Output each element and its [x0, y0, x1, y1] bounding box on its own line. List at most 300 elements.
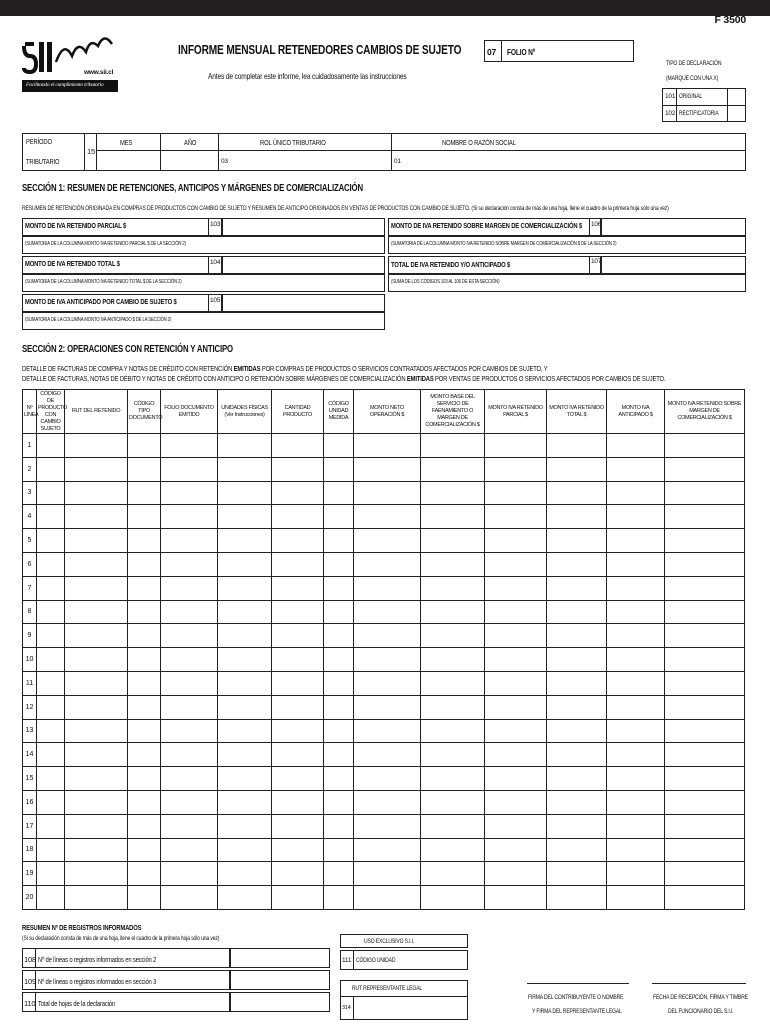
s1-104-field[interactable] — [222, 256, 385, 274]
table-cell[interactable] — [37, 767, 65, 791]
table-cell[interactable] — [161, 838, 218, 862]
table-cell[interactable] — [665, 790, 745, 814]
table-cell[interactable] — [128, 624, 161, 648]
table-cell[interactable] — [272, 481, 324, 505]
table-cell[interactable] — [354, 624, 421, 648]
table-cell[interactable] — [161, 814, 218, 838]
table-cell[interactable] — [665, 767, 745, 791]
table-cell[interactable] — [607, 671, 665, 695]
table-cell[interactable] — [421, 719, 485, 743]
table-cell[interactable] — [161, 719, 218, 743]
sii-use-label: CÓDIGO UNIDAD — [356, 957, 396, 964]
s1-107-field[interactable] — [601, 256, 746, 274]
table-cell[interactable] — [485, 624, 547, 648]
table-cell[interactable] — [485, 719, 547, 743]
table-cell[interactable] — [324, 576, 354, 600]
table-cell[interactable] — [547, 457, 607, 481]
table-cell[interactable] — [354, 600, 421, 624]
table-cell[interactable] — [218, 719, 272, 743]
table-cell[interactable] — [65, 814, 128, 838]
table-cell[interactable] — [218, 457, 272, 481]
table-cell[interactable] — [128, 790, 161, 814]
table-cell[interactable] — [161, 624, 218, 648]
table-cell[interactable] — [485, 457, 547, 481]
table-cell[interactable] — [161, 743, 218, 767]
table-cell[interactable] — [324, 600, 354, 624]
table-cell[interactable] — [665, 457, 745, 481]
table-cell[interactable] — [218, 576, 272, 600]
table-cell[interactable] — [547, 671, 607, 695]
table-cell[interactable] — [354, 648, 421, 672]
table-cell[interactable] — [324, 886, 354, 910]
table-cell[interactable] — [128, 838, 161, 862]
table-cell[interactable] — [65, 505, 128, 529]
table-cell[interactable] — [128, 434, 161, 458]
table-cell[interactable] — [547, 576, 607, 600]
table-cell[interactable] — [665, 552, 745, 576]
table-cell[interactable] — [485, 552, 547, 576]
rut-field[interactable] — [232, 151, 390, 170]
table-cell[interactable] — [37, 886, 65, 910]
table-cell[interactable] — [665, 648, 745, 672]
table-cell[interactable] — [161, 648, 218, 672]
table-cell[interactable] — [485, 862, 547, 886]
table-cell[interactable] — [218, 481, 272, 505]
s1-106-label: MONTO DE IVA RETENIDO SOBRE MARGEN DE COMERCIALIZACIÓN $ — [391, 221, 583, 230]
table-cell[interactable] — [607, 552, 665, 576]
table-cell[interactable] — [421, 576, 485, 600]
table-cell[interactable] — [161, 767, 218, 791]
table-cell[interactable] — [324, 743, 354, 767]
table-cell[interactable] — [421, 767, 485, 791]
table-cell[interactable] — [218, 624, 272, 648]
table-cell[interactable] — [607, 481, 665, 505]
table-cell[interactable] — [547, 790, 607, 814]
table-cell[interactable] — [354, 886, 421, 910]
table-row — [23, 838, 745, 862]
table-cell[interactable] — [161, 671, 218, 695]
table-cell[interactable] — [37, 457, 65, 481]
table-cell[interactable] — [607, 719, 665, 743]
summary-note: (Si su declaración consta de más de una hoja, llene el cuadro de la primera hoja sólo una vez) — [22, 935, 220, 942]
table-cell[interactable] — [324, 552, 354, 576]
table-cell[interactable] — [421, 671, 485, 695]
table-cell[interactable] — [421, 552, 485, 576]
table-cell[interactable] — [218, 434, 272, 458]
table-row — [23, 862, 745, 886]
table-cell[interactable] — [128, 529, 161, 553]
table-cell[interactable] — [665, 481, 745, 505]
table-cell[interactable] — [324, 457, 354, 481]
table-cell[interactable] — [665, 886, 745, 910]
table-cell[interactable] — [547, 886, 607, 910]
table-cell[interactable] — [272, 743, 324, 767]
table-cell[interactable] — [421, 648, 485, 672]
section2-line1: DETALLE DE FACTURAS DE COMPRA Y NOTAS DE CRÉDITO CON RETENCIÓN EMITIDAS POR COMPRAS DE PRODUCTOS O SERVICIOS CONTRATADOS AFECTADOS POR CAMBIOS DE SUJETO, Y — [22, 364, 548, 373]
table-cell[interactable] — [665, 814, 745, 838]
table-cell[interactable] — [128, 886, 161, 910]
table-cell[interactable] — [161, 552, 218, 576]
table-cell[interactable] — [607, 457, 665, 481]
table-cell[interactable] — [665, 719, 745, 743]
table-cell[interactable] — [65, 862, 128, 886]
table-cell[interactable] — [272, 505, 324, 529]
table-cell[interactable] — [272, 648, 324, 672]
table-cell[interactable] — [65, 624, 128, 648]
table-cell[interactable] — [128, 481, 161, 505]
table-cell[interactable] — [665, 529, 745, 553]
signature-line[interactable] — [527, 983, 629, 984]
table-cell[interactable] — [485, 671, 547, 695]
table-cell[interactable] — [128, 862, 161, 886]
table-cell[interactable] — [607, 767, 665, 791]
table-cell[interactable] — [354, 814, 421, 838]
table-cell[interactable] — [421, 481, 485, 505]
table-cell[interactable] — [128, 767, 161, 791]
row-number: 8 — [23, 600, 37, 624]
table-cell[interactable] — [218, 814, 272, 838]
table-cell[interactable] — [272, 695, 324, 719]
table-cell[interactable] — [607, 743, 665, 767]
table-cell[interactable] — [665, 434, 745, 458]
table-cell[interactable] — [421, 505, 485, 529]
table-cell[interactable] — [607, 434, 665, 458]
table-cell[interactable] — [128, 505, 161, 529]
table-cell[interactable] — [65, 576, 128, 600]
summary-108-label: Nº de líneas o registros informados en sección 2 — [38, 955, 157, 964]
signature-line1: FIRMA DEL CONTRIBUYENTE O NOMBRE — [528, 994, 624, 1001]
table-cell[interactable] — [547, 505, 607, 529]
table-cell[interactable] — [665, 505, 745, 529]
table-cell[interactable] — [218, 552, 272, 576]
table-cell[interactable] — [354, 767, 421, 791]
table-cell[interactable] — [65, 529, 128, 553]
summary-110-field[interactable] — [230, 992, 330, 1012]
table-cell[interactable] — [607, 862, 665, 886]
s1-107-code: 107 — [591, 258, 602, 265]
table-cell[interactable] — [485, 434, 547, 458]
table-cell[interactable] — [37, 790, 65, 814]
table-cell[interactable] — [272, 886, 324, 910]
table-cell[interactable] — [161, 457, 218, 481]
table-cell[interactable] — [324, 814, 354, 838]
table-cell[interactable] — [547, 767, 607, 791]
table-cell[interactable] — [421, 838, 485, 862]
table-cell[interactable] — [324, 862, 354, 886]
table-cell[interactable] — [37, 814, 65, 838]
table-cell[interactable] — [218, 886, 272, 910]
table-cell[interactable] — [218, 743, 272, 767]
table-cell[interactable] — [272, 790, 324, 814]
table-cell[interactable] — [161, 576, 218, 600]
table-cell[interactable] — [354, 743, 421, 767]
table-cell[interactable] — [324, 838, 354, 862]
s1-105-code: 105 — [210, 297, 221, 304]
table-cell[interactable] — [324, 648, 354, 672]
table-cell[interactable] — [421, 743, 485, 767]
table-cell[interactable] — [607, 505, 665, 529]
table-cell[interactable] — [547, 648, 607, 672]
table-cell[interactable] — [272, 624, 324, 648]
table-cell[interactable] — [421, 886, 485, 910]
table-cell[interactable] — [421, 624, 485, 648]
table-cell[interactable] — [324, 434, 354, 458]
row-number: 10 — [23, 648, 37, 672]
s1-104-label: MONTO DE IVA RETENIDO TOTAL $ — [25, 259, 120, 268]
table-cell[interactable] — [272, 576, 324, 600]
table-cell[interactable] — [65, 481, 128, 505]
table-cell[interactable] — [37, 505, 65, 529]
table-cell[interactable] — [547, 434, 607, 458]
table-cell[interactable] — [421, 457, 485, 481]
column-header: MONTO IVA RETENIDO PARCIAL $ — [485, 390, 547, 434]
table-cell[interactable] — [485, 743, 547, 767]
table-cell[interactable] — [65, 790, 128, 814]
table-cell[interactable] — [218, 529, 272, 553]
table-cell[interactable] — [665, 838, 745, 862]
table-cell[interactable] — [272, 814, 324, 838]
table-cell[interactable] — [272, 457, 324, 481]
table-cell[interactable] — [421, 434, 485, 458]
s1-106-field[interactable] — [601, 218, 746, 236]
table-cell[interactable] — [161, 695, 218, 719]
table-cell[interactable] — [37, 529, 65, 553]
table-cell[interactable] — [485, 838, 547, 862]
table-cell[interactable] — [324, 624, 354, 648]
table-cell[interactable] — [665, 671, 745, 695]
table-cell[interactable] — [37, 481, 65, 505]
reception-line[interactable] — [652, 983, 746, 984]
table-cell[interactable] — [37, 624, 65, 648]
table-cell[interactable] — [354, 671, 421, 695]
s1-105-field[interactable] — [222, 294, 385, 312]
summary-109-field[interactable] — [230, 970, 330, 990]
table-cell[interactable] — [607, 814, 665, 838]
table-cell[interactable] — [161, 529, 218, 553]
table-cell[interactable] — [272, 600, 324, 624]
table-cell[interactable] — [37, 434, 65, 458]
table-cell[interactable] — [161, 600, 218, 624]
table-cell[interactable] — [547, 600, 607, 624]
table-cell[interactable] — [354, 529, 421, 553]
table-cell[interactable] — [37, 695, 65, 719]
section2-title: SECCIÓN 2: OPERACIONES CON RETENCIÓN Y ANTICIPO — [22, 344, 233, 355]
table-cell[interactable] — [65, 838, 128, 862]
table-cell[interactable] — [272, 434, 324, 458]
table-cell[interactable] — [547, 695, 607, 719]
table-cell[interactable] — [324, 505, 354, 529]
table-cell[interactable] — [65, 695, 128, 719]
table-cell[interactable] — [128, 695, 161, 719]
table-cell[interactable] — [218, 862, 272, 886]
table-cell[interactable] — [65, 457, 128, 481]
table-cell[interactable] — [37, 862, 65, 886]
table-cell[interactable] — [128, 576, 161, 600]
table-cell[interactable] — [665, 624, 745, 648]
table-cell[interactable] — [485, 481, 547, 505]
table-cell[interactable] — [128, 671, 161, 695]
table-cell[interactable] — [37, 743, 65, 767]
table-cell[interactable] — [37, 576, 65, 600]
table-cell[interactable] — [218, 600, 272, 624]
table-cell[interactable] — [354, 505, 421, 529]
row-number: 7 — [23, 576, 37, 600]
table-cell[interactable] — [324, 529, 354, 553]
table-cell[interactable] — [128, 743, 161, 767]
table-cell[interactable] — [485, 886, 547, 910]
table-cell[interactable] — [485, 814, 547, 838]
table-cell[interactable] — [161, 505, 218, 529]
table-cell[interactable] — [421, 695, 485, 719]
table-cell[interactable] — [665, 862, 745, 886]
table-cell[interactable] — [354, 790, 421, 814]
table-cell[interactable] — [485, 695, 547, 719]
table-cell[interactable] — [607, 790, 665, 814]
table-cell[interactable] — [65, 552, 128, 576]
table-cell[interactable] — [607, 648, 665, 672]
table-cell[interactable] — [547, 624, 607, 648]
year-field[interactable] — [161, 151, 217, 170]
table-cell[interactable] — [161, 481, 218, 505]
table-cell[interactable] — [324, 481, 354, 505]
declaration-original-checkbox[interactable] — [728, 89, 745, 104]
table-cell[interactable] — [218, 695, 272, 719]
table-cell[interactable] — [665, 576, 745, 600]
table-cell[interactable] — [421, 529, 485, 553]
table-cell[interactable] — [354, 862, 421, 886]
name-field[interactable] — [405, 151, 745, 170]
table-cell[interactable] — [272, 862, 324, 886]
table-cell[interactable] — [485, 648, 547, 672]
table-cell[interactable] — [128, 457, 161, 481]
table-cell[interactable] — [665, 743, 745, 767]
table-cell[interactable] — [161, 434, 218, 458]
table-cell[interactable] — [485, 767, 547, 791]
declaration-rect-checkbox[interactable] — [728, 106, 745, 121]
table-cell[interactable] — [324, 695, 354, 719]
table-cell[interactable] — [607, 600, 665, 624]
table-cell[interactable] — [218, 767, 272, 791]
table-cell[interactable] — [218, 648, 272, 672]
table-cell[interactable] — [324, 671, 354, 695]
table-cell[interactable] — [324, 790, 354, 814]
legal-rep-code: 314 — [342, 1005, 351, 1011]
table-cell[interactable] — [354, 695, 421, 719]
name-label: NOMBRE O RAZÓN SOCIAL — [442, 138, 516, 147]
table-cell[interactable] — [421, 600, 485, 624]
table-cell[interactable] — [485, 790, 547, 814]
table-cell[interactable] — [354, 481, 421, 505]
table-cell[interactable] — [547, 529, 607, 553]
table-cell[interactable] — [65, 434, 128, 458]
s1-103-field[interactable] — [222, 218, 385, 236]
summary-108-field[interactable] — [230, 948, 330, 968]
table-cell[interactable] — [607, 529, 665, 553]
table-cell[interactable] — [128, 648, 161, 672]
table-cell[interactable] — [547, 481, 607, 505]
table-cell[interactable] — [665, 695, 745, 719]
table-cell[interactable] — [218, 838, 272, 862]
table-cell[interactable] — [547, 743, 607, 767]
table-cell[interactable] — [421, 814, 485, 838]
table-cell[interactable] — [547, 552, 607, 576]
table-cell[interactable] — [65, 719, 128, 743]
table-cell[interactable] — [65, 600, 128, 624]
table-cell[interactable] — [354, 457, 421, 481]
table-cell[interactable] — [354, 838, 421, 862]
table-cell[interactable] — [485, 505, 547, 529]
table-cell[interactable] — [37, 600, 65, 624]
table-cell[interactable] — [324, 767, 354, 791]
table-cell[interactable] — [65, 648, 128, 672]
table-cell[interactable] — [128, 719, 161, 743]
table-cell[interactable] — [547, 814, 607, 838]
table-cell[interactable] — [547, 719, 607, 743]
folio-label: FOLIO Nº — [507, 47, 536, 57]
table-cell[interactable] — [218, 505, 272, 529]
table-cell[interactable] — [218, 671, 272, 695]
table-cell[interactable] — [37, 719, 65, 743]
table-cell[interactable] — [161, 886, 218, 910]
table-cell[interactable] — [161, 862, 218, 886]
row-number: 1 — [23, 434, 37, 458]
table-cell[interactable] — [485, 600, 547, 624]
table-cell[interactable] — [128, 552, 161, 576]
table-cell[interactable] — [272, 529, 324, 553]
table-cell[interactable] — [607, 576, 665, 600]
table-cell[interactable] — [547, 862, 607, 886]
table-cell[interactable] — [421, 790, 485, 814]
table-cell[interactable] — [607, 838, 665, 862]
table-cell[interactable] — [421, 862, 485, 886]
table-cell[interactable] — [272, 671, 324, 695]
table-cell[interactable] — [272, 552, 324, 576]
column-header: CÓDIGO TIPO DOCUMENTO — [128, 390, 161, 434]
table-cell[interactable] — [161, 790, 218, 814]
table-cell[interactable] — [128, 814, 161, 838]
table-cell[interactable] — [65, 886, 128, 910]
table-cell[interactable] — [37, 838, 65, 862]
table-cell[interactable] — [354, 719, 421, 743]
table-cell[interactable] — [65, 743, 128, 767]
table-cell[interactable] — [37, 552, 65, 576]
table-cell[interactable] — [665, 600, 745, 624]
table-cell[interactable] — [547, 838, 607, 862]
table-cell[interactable] — [354, 434, 421, 458]
summary-108-code: 108 — [24, 955, 36, 964]
table-cell[interactable] — [218, 790, 272, 814]
table-cell[interactable] — [65, 671, 128, 695]
table-cell[interactable] — [272, 719, 324, 743]
month-field[interactable] — [97, 151, 159, 170]
table-cell[interactable] — [65, 767, 128, 791]
table-cell[interactable] — [607, 624, 665, 648]
table-cell[interactable] — [354, 576, 421, 600]
column-header: CÓDIGO UNIDAD MEDIDA — [324, 390, 354, 434]
table-cell[interactable] — [272, 838, 324, 862]
table-cell[interactable] — [272, 767, 324, 791]
column-header: MONTO IVA ANTICIPADO $ — [607, 390, 665, 434]
table-cell[interactable] — [607, 886, 665, 910]
table-cell[interactable] — [37, 671, 65, 695]
table-cell[interactable] — [37, 648, 65, 672]
table-cell[interactable] — [485, 576, 547, 600]
table-cell[interactable] — [128, 600, 161, 624]
table-cell[interactable] — [485, 529, 547, 553]
table-cell[interactable] — [607, 695, 665, 719]
table-cell[interactable] — [354, 552, 421, 576]
table-cell[interactable] — [324, 719, 354, 743]
